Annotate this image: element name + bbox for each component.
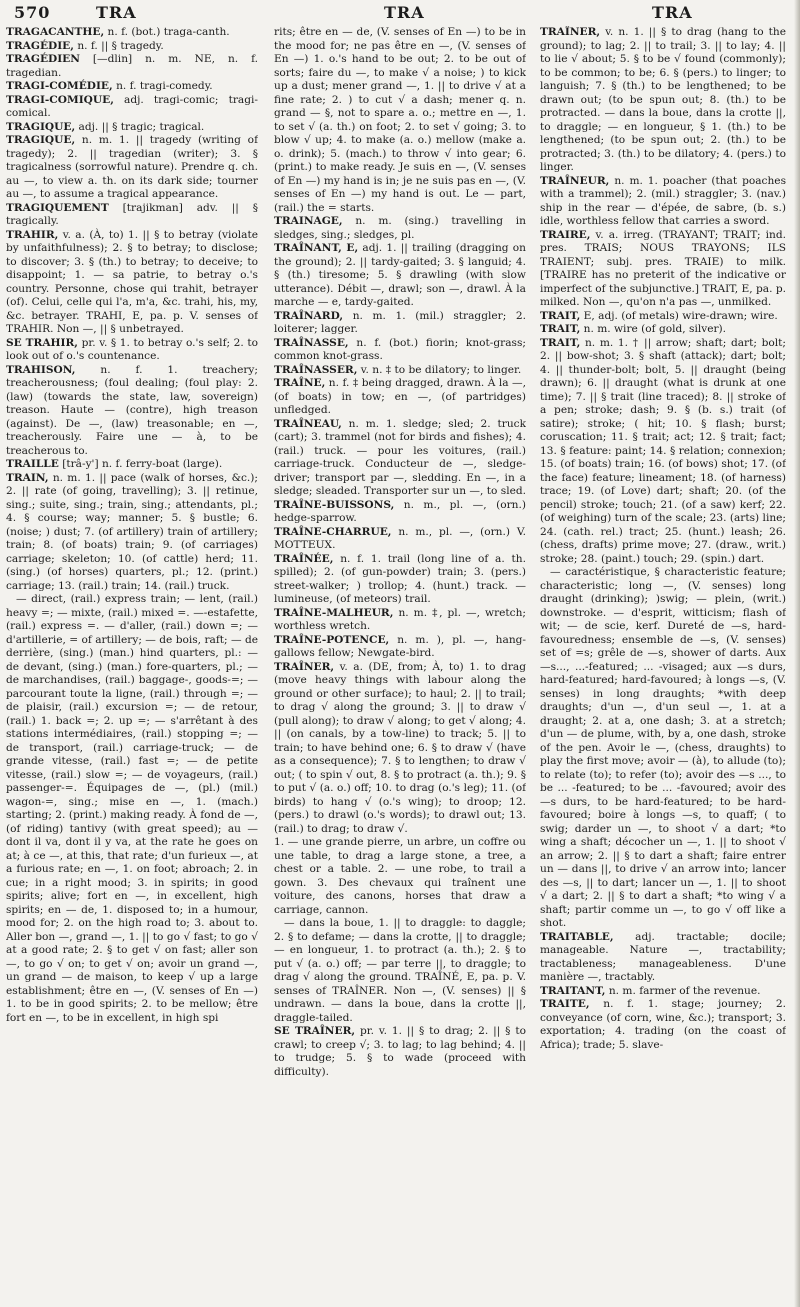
entry-headword: SE TRAHIR,	[6, 336, 78, 349]
entry-headword: TRAGI-COMÉDIE,	[6, 80, 113, 92]
entry-definition: pr. v. 1. || § to drag; 2. || § to crawl; to creep √; 3. to lag; to lag behind; 4. || to trudge; 5. § to wade (proceed with difficulty).	[274, 1025, 526, 1078]
dictionary-entry	[274, 364, 526, 378]
dictionary-entry	[6, 337, 258, 364]
entry-headword: TRAIT,	[540, 323, 581, 335]
entry-headword: TRAILLE	[6, 458, 59, 470]
dictionary-entry	[6, 53, 258, 80]
entry-headword: TRAHIR,	[6, 228, 59, 241]
entry-definition: v. a. irreg. (TRAYANT; TRAIT; ind. pres. TRAIS; NOUS TRAYONS; ILS TRAIENT; subj. pres. TRAIE) to milk. [TRAIRE has no preterit of the indicative or imperfect of the subjunctive.] TRAIT, E, pa. p. milked. Non —, qu'on n'a pas —, unmilked.	[540, 228, 786, 308]
entry-headword: TRAÎNE-MALHEUR,	[274, 606, 394, 619]
dictionary-entry	[540, 26, 786, 175]
dictionary-entry	[6, 94, 258, 121]
dictionary-column-right	[540, 26, 786, 1304]
dictionary-column-left	[6, 26, 258, 1304]
entry-headword: TRAIT,	[540, 309, 581, 322]
dictionary-entry	[274, 418, 526, 499]
dictionary-entry	[6, 26, 258, 40]
entry-definition: adj. || § tragic; tragical.	[78, 120, 205, 133]
entry-definition: n. f. 1. stage; journey; 2. conveyance (of corn, wine, &c.); transport; 3. exportation; 4. trading (on the coast of Africa); trade; 5. slave-	[540, 998, 786, 1051]
entry-headword: SE TRAÎNER,	[274, 1025, 356, 1037]
entry-definition: rits; être en — de, (V. senses of En —) to be in the mood for; ne pas être en —, (V. senses of En —) 1. o.'s hand to be out; 2. to be out of sorts; faire du —, to make √ a noise; ) to kick up a dust; mener grand —, 1. || to drive √ at a fine rate; 2. ) to cut √ a dash; mener q. n. grand — §, not to spare a. o.; mettre en —, 1. to set √ (a. th.) on foot; 2. to set √ going; 3. to blow √ up; 4. to make (a. o.) mellow (make a. o. drink); 5. (mach.) to throw √ into gear; 6. (print.) to make ready. Je suis en —, (V. senses of En —) my hand is in; je ne suis pas en —, (V. senses of En —) my hand is out. Le — part, (rail.) the = starts.	[274, 26, 526, 214]
entry-definition: n. m. 1. (mil.) straggler; 2. loiterer; lagger.	[274, 309, 526, 335]
entry-definition: [trâ-y'] n. f. ferry-boat (large).	[62, 458, 223, 470]
dictionary-entry	[540, 337, 786, 567]
entry-definition: — direct, (rail.) express train; — lent, (rail.) heavy =; — mixte, (rail.) mixed =. —-estafette, (rail.) express =. — d'aller, (rail.) down =; — d'artillerie, = of artillery; — de bois, raft; — de derrière, (sing.) (man.) hind quarters, pl.: — de devant, (sing.) (man.) fore-quarters, pl.; — de marchandises, (rail.) baggage-, goods-=; — parcourant toute la ligne, (rail.) through =; — de plaisir, (rail.) excursion =; — de retour, (rail.) 1. back =; 2. up =; — s'arrêtant à des stations intermédiaires, (rail.) stopping =; — de transport, (rail.) carriage-truck; — de grande vitesse, (rail.) fast =; — de petite vitesse, (rail.) slow =; — de voyageurs, (rail.) passenger-=. Équipages de —, (pl.) (mil.) wagon-=, sing.; mise en —, 1. (mach.) starting; 2. (print.) making ready. À fond de —, (of riding) tantivy (with great speed); au — dont il va, dont il y va, at the rate he goes on at; à ce —, at this, that rate; d'un furieux —, at a furious rate; en —, 1. on foot; abroach; 2. in cue; in a right mood; 3. in spirits; in good spirits; alive; fort en —, in excellent, high spirits; en — de, 1. disposed to; in a humour, mood for; 2. on the high road to; 3. about to. Aller bon —, grand —, 1. || to go √ fast; to go √ at a good rate; 2. § to get √ on fast; aller son —, to go √ on; to get √ on; avoir un grand —, un grand — de maison, to keep √ up a large establishment; être en —, (V. senses of En —) 1. to be in good spirits; 2. to be mellow; être fort en —, to be in excellent, in high spi	[6, 593, 258, 1024]
right-running-head: TRA	[652, 3, 693, 22]
dictionary-entry	[540, 323, 786, 337]
entry-headword: TRAGÉDIEN	[6, 53, 80, 65]
entry-headword: TRAÎNER,	[274, 660, 335, 673]
dictionary-entry	[274, 607, 526, 634]
entry-definition: adj. tractable; docile; manageable. Nature —, tractability; tractableness; manageableness. D'une manière —, tractably.	[540, 930, 786, 983]
dictionary-entry	[274, 836, 526, 917]
entry-definition: n. f. 1. treachery; treacherousness; (foul dealing; (foul play: 2. (law) (towards the state, law, sovereign) treason. Haute — (contre), high treason (against). De —, (law) treasonable; en —, treacherously. Faire une — à, to be treacherous to.	[6, 363, 258, 457]
page-number: 570	[14, 3, 51, 22]
entry-headword: TRAIN,	[6, 471, 49, 484]
entry-definition: n. f. ‡ being dragged, drawn. À la —, (of boats) in tow; en —, (of partridges) unfledged.	[274, 377, 526, 416]
entry-headword: TRAINAGE,	[274, 215, 343, 227]
dictionary-entry	[6, 229, 258, 337]
entry-headword: TRAÎNEUR,	[540, 174, 610, 187]
dictionary-entry	[540, 566, 786, 931]
dictionary-entry	[540, 985, 786, 999]
entry-headword: TRAITABLE,	[540, 930, 614, 943]
entry-headword: TRAÎNANT, E,	[274, 242, 359, 254]
entry-definition: n. m. (sing.) travelling in sledges, sing.; sledges, pl.	[274, 215, 526, 241]
entry-headword: TRAGIQUE,	[6, 134, 76, 146]
entry-definition: 1. — une grande pierre, un arbre, un coffre ou une table, to drag a large stone, a tree, a chest or a table. 2. — une robe, to trail a gown. 3. Des chevaux qui traînent une voiture, des canons, horses that draw a carriage, cannon.	[274, 836, 526, 916]
dictionary-entry	[6, 458, 258, 472]
entry-definition: n. m. wire (of gold, silver).	[583, 323, 727, 335]
entry-definition: n. m. farmer of the revenue.	[608, 984, 761, 997]
dictionary-entry	[274, 337, 526, 364]
entry-headword: TRAÎNARD,	[274, 309, 344, 322]
entry-definition: n. f. || § tragedy.	[77, 39, 164, 52]
dictionary-entry	[274, 310, 526, 337]
entry-headword: TRAÎNASSE,	[274, 336, 349, 349]
dictionary-entry	[274, 26, 526, 215]
entry-headword: TRAÎNE-POTENCE,	[274, 633, 390, 646]
entry-definition: [—dlin] n. m. NE, n. f. tragedian.	[6, 53, 258, 79]
entry-definition: n. m. ), pl. —, hang-gallows fellow; Newgate-bird.	[274, 633, 526, 659]
entry-headword: TRAGÉDIE,	[6, 39, 74, 52]
dictionary-entry	[274, 377, 526, 418]
entry-headword: TRAIRE,	[540, 228, 591, 241]
dictionary-entry	[6, 202, 258, 229]
page-header	[0, 0, 800, 26]
entry-definition: — dans la boue, 1. || to draggle: to daggle; 2. § to defame; — dans la crotte, || to draggle; — en longueur, 1. to protract (a. th.); 2. § to put √ (a. o.) off; — par terre ||, to draggle; to drag √ along the ground. TRAÎNÉ, E, pa. p. V. senses of TRAÎNER. Non —, (V. senses) || § undrawn. — dans la boue, dans la crotte ||, draggle-tailed.	[274, 917, 526, 1024]
entry-headword: TRAIT,	[540, 336, 581, 349]
dictionary-entry	[6, 40, 258, 54]
page-edge-shadow	[794, 0, 800, 1307]
entry-headword: TRAGI-COMIQUE,	[6, 93, 114, 106]
entry-headword: TRAÎNER,	[540, 26, 601, 38]
entry-definition: n. m. ‡, pl. —, wretch; worthless wretch.	[274, 606, 526, 632]
entry-definition: n. m. 1. || tragedy (writing of tragedy); 2. || tragedian (writer); 3. § tragicalness (sorrowful nature). Prendre q. ch. au —, to view a. th. on its dark side; tourner au —, to assume a tragical appearance.	[6, 134, 258, 200]
entry-headword: TRAÎNEAU,	[274, 417, 342, 430]
dictionary-entry	[540, 931, 786, 985]
left-running-head: TRA	[96, 3, 137, 22]
dictionary-entry	[6, 80, 258, 94]
dictionary-entry	[274, 526, 526, 553]
entry-headword: TRAÎNASSER,	[274, 363, 358, 376]
entry-headword: TRAGIQUE,	[6, 120, 76, 133]
dictionary-entry	[540, 310, 786, 324]
entry-definition: n. f. 1. trail (long line of a. th. spilled); 2. (of gun-powder) train; 3. (pers.) street-walker; ) trollop; 4. (hunt.) track. — lumineuse, (of meteors) trail.	[274, 552, 526, 605]
entry-definition: n. m. 1. poacher (that poaches with a trammel); 2. (mil.) straggler; 3. (nav.) ship in the rear — d'épée, de sabre, (b. s.) idle, worthless fellow that carries a sword.	[540, 174, 786, 227]
entry-definition: [trajikman] adv. || § tragically.	[6, 201, 258, 227]
dictionary-entry	[6, 472, 258, 594]
dictionary-entry	[540, 229, 786, 310]
entry-definition: n. f. (bot.) fiorin; knot-grass; common knot-grass.	[274, 336, 526, 362]
entry-definition: n. m. 1. sledge; sled; 2. truck (cart); 3. trammel (not for birds and fishes); 4. (rail.) truck. — pour les voitures, (rail.) carriage-truck. Conducteur de —, sledge-driver; transport par —, sledding. En —, in a sledge; sleaded. Transporter sur un —, to sled.	[274, 417, 526, 497]
dictionary-entry	[274, 634, 526, 661]
entry-definition: v. a. (À, to) 1. || § to betray (violate by unfaithfulness); 2. § to betray; to disclose; to discover; 3. § (th.) to betray; to deceive; to disappoint; 1. — sa patrie, to betray o.'s country. Personne, chose qui trahit, betrayer (of). Celui, celle qui l'a, m'a, &c. trahi, his, my, &c. betrayer. TRAHI, E, pa. p. V. senses of TRAHIR. Non —, || § unbetrayed.	[6, 228, 258, 335]
entry-definition: v. n. ‡ to be dilatory; to linger.	[360, 363, 522, 376]
entry-definition: n. m., pl. —, (orn.) V. MOTTEUX.	[274, 525, 526, 551]
dictionary-entry	[274, 661, 526, 837]
dictionary-entry	[274, 553, 526, 607]
entry-definition: pr. v. § 1. to betray o.'s self; 2. to look out of o.'s countenance.	[6, 336, 258, 362]
dictionary-entry	[6, 134, 258, 202]
dictionary-entry	[6, 121, 258, 135]
entry-definition: n. m. 1. || pace (walk of horses, &c.); 2. || rate (of going, travelling); 3. || retinue, sing.; suite, sing.; train, sing.; attendants, pl.; 4. § course; way; manner; 5. § bustle; 6. (noise; ) dust; 7. (of artillery) train of artillery; train; 8. (of boats) train; 9. (of carriages) carriage; skeleton; 10. (of cattle) herd; 11. (sing.) (of horses) quarters, pl.; 12. (print.) carriage; 13. (rail.) train; 14. (rail.) truck.	[6, 471, 258, 592]
entry-definition: adj. 1. || trailing (dragging on the ground); 2. || tardy-gaited; 3. § languid; 4. § (th.) tiresome; 5. § drawling (with slow utterance). Débit —, drawl; son —, drawl. À la marche — e, tardy-gaited.	[274, 242, 526, 308]
entry-headword: TRAHISON,	[6, 363, 76, 376]
dictionary-entry	[274, 242, 526, 310]
entry-headword: TRAÎNÉE,	[274, 552, 334, 565]
dictionary-column-middle	[274, 26, 526, 1304]
entry-headword: TRAÎNE-CHARRUE,	[274, 525, 392, 538]
entry-headword: TRAÎNE,	[274, 377, 326, 389]
entry-definition: E, adj. (of metals) wire-drawn; wire.	[583, 309, 778, 322]
entry-headword: TRAGIQUEMENT	[6, 201, 109, 214]
entry-definition: v. a. (DE, from; À, to) 1. to drag (move heavy things with labour along the ground or other surface); to haul; 2. || to trail; to drag √ along the ground; 3. || to draw √ (pull along); to draw √ along; to get √ along; 4. || (on canals, by a tow-line) to track; 5. || to train; to have behind one; 6. § to draw √ (have as a consequence); 7. § to lengthen; to draw √ out; ( to spin √ out, 8. § to protract (a. th.); 9. § to put √ (a. o.) off; 10. to drag (o.'s leg); 11. (of birds) to hang √ (o.'s wing); to droop; 12. (pers.) to drawl (o.'s words); to drawl out; 13. (rail.) to drag; to draw √.	[274, 660, 526, 835]
dictionary-entry	[274, 215, 526, 242]
entry-definition: v. n. 1. || § to drag (hang to the ground); to lag; 2. || to trail; 3. || to lay; 4. || to lie √ about; 5. § to be √ found (commonly); to be common; to be; 6. § (pers.) to linger; to languish; 7. § (th.) to be lengthened; to be drawn out; (to be spun out; 8. (th.) to be protracted. — dans la boue, dans la crotte ||, to draggle; — en longueur, § 1. (th.) to be lengthened; (to be spun out; 2. (th.) to be protracted; 3. (th.) to be dilatory; 4. (pers.) to linger.	[540, 26, 786, 173]
entry-definition: n. m. 1. † || arrow; shaft; dart; bolt; 2. || bow-shot; 3. § shaft (attack); dart; bolt; 4. || thunder-bolt; bolt, 5. || draught (being drawn); 6. || draught (what is drunk at one time); 7. || § trait (line traced); 8. || stroke of a pen; stroke; dash; 9. § (b. s.) trait (of satire); stroke; ( hit; 10. § flash; burst; coruscation; 11. § trait; act; 12. § trait; fact; 13. § feature: paint; 14. § relation; connexion; 15. (of boats) train; 16. (of bows) shot; 17. (of the face) feature; lineament; 18. (of harness) trace; 19. (of Love) dart; shaft; 20. (of the pencil) stroke; touch; 21. (of a saw) kerf; 22. (of weighing) turn of the scale; 23. (arts) line; 24. (cath. rel.) tract; 25. (hunt.) leash; 26. (chess, drafts) prime move; 27. (draw., writ.) stroke; 28. (paint.) touch; 29. (spin.) dart.	[540, 336, 786, 565]
dictionary-entry	[6, 593, 258, 1025]
entry-headword: TRAGACANTHE,	[6, 26, 105, 38]
entry-headword: TRAÎNE-BUISSONS,	[274, 498, 395, 511]
entry-definition: — caractéristique, § characteristic feature; characteristic; long —, (V. senses) long draught (drinking); )swig; — plein, (writ.) downstroke. — d'esprit, witticism; flash of wit; — de scie, kerf. Dureté de —s, hard-favouredness; ensemble de —s, (V. senses) set of =s; grêle de —s, shower of darts. Aux —s..., ...-featured; ... -visaged; aux —s durs, hard-featured; hard-favoured; à longs —s, (V. senses) in long draughts; *with deep draughts; d'un —, d'un seul —, 1. at a draught; 2. at a, one dash; 3. at a stretch; d'un — de plume, with, by a, one dash, stroke of the pen. Avoir le —, (chess, draughts) to play the first move; avoir — (à), to allude (to); to relate (to); to refer (to); avoir des —s ..., to be ... -featured; to be ... -favoured; avoir des —s durs, to be hard-featured; to be hard-favoured; boire à longs —s, to quaff; ( to swig; darder un —, to shoot √ a dart; *to wing a shaft; décocher un —, 1. || to shoot √ an arrow; 2. || § to dart a shaft; faire entrer un — dans ||, to drive √ an arrow into; lancer des —s, || to dart; lancer un —, 1. || to shoot √ a dart; 2. || § to dart a shaft; *to wing √ a shaft; partir comme un —, to go √ off like a shot.	[540, 566, 786, 929]
dictionary-entry	[540, 998, 786, 1052]
dictionary-entry	[6, 364, 258, 459]
dictionary-entry	[274, 1025, 526, 1079]
entry-headword: TRAITANT,	[540, 984, 606, 997]
entry-definition: adj. tragi-comic; tragi-comical.	[6, 93, 258, 119]
center-running-head: TRA	[384, 3, 425, 22]
entry-headword: TRAITE,	[540, 998, 590, 1010]
dictionary-entry	[540, 175, 786, 229]
entry-definition: n. m., pl. —, (orn.) hedge-sparrow.	[274, 498, 526, 524]
dictionary-entry	[274, 499, 526, 526]
entry-definition: n. f. (bot.) traga-canth.	[107, 26, 230, 38]
entry-definition: n. f. tragi-comedy.	[116, 80, 213, 92]
dictionary-entry	[274, 917, 526, 1025]
